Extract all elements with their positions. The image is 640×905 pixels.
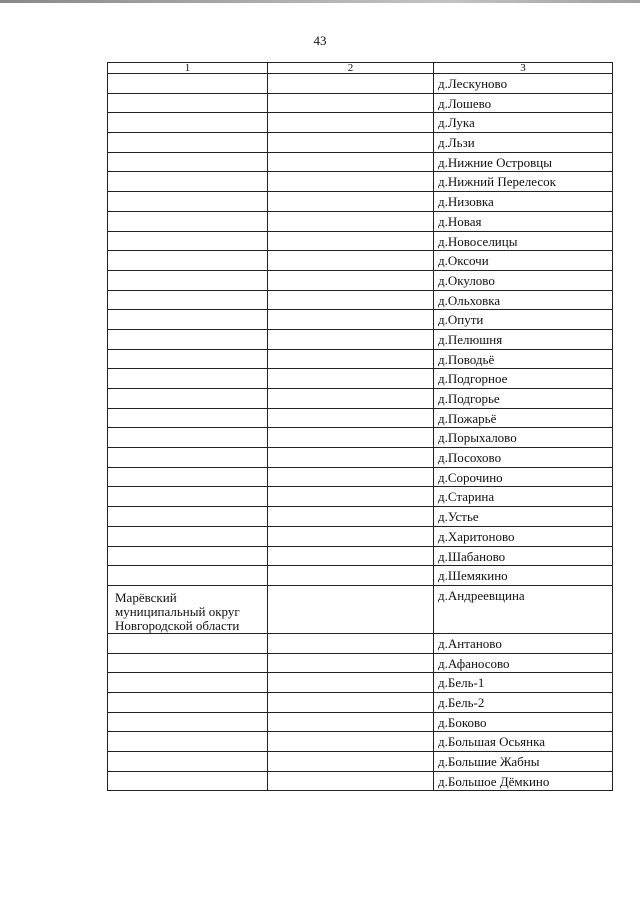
- table-row: [108, 211, 613, 231]
- table-row: [108, 231, 613, 251]
- district-cell: [108, 428, 268, 448]
- code-cell: [268, 585, 434, 633]
- settlement-cell: д.Порыхалово: [434, 428, 613, 448]
- code-cell: [268, 428, 434, 448]
- table-row: [108, 349, 613, 369]
- district-cell: [108, 692, 268, 712]
- page-number: 43: [313, 33, 327, 48]
- settlement-cell: д.Ольховка: [434, 290, 613, 310]
- table-row: [108, 74, 613, 94]
- settlement-cell: д.Пожарьё: [434, 408, 613, 428]
- table-row: [108, 692, 613, 712]
- code-cell: [268, 74, 434, 94]
- table-row: [108, 585, 613, 633]
- table-row: [108, 752, 613, 772]
- district-cell: [108, 113, 268, 133]
- settlement-cell: д.Бель-2: [434, 692, 613, 712]
- code-cell: [268, 692, 434, 712]
- district-cell: [108, 771, 268, 791]
- code-cell: [268, 231, 434, 251]
- code-cell: [268, 566, 434, 586]
- table-row: [108, 428, 613, 448]
- table-row: [108, 310, 613, 330]
- code-cell: [268, 251, 434, 271]
- code-cell: [268, 673, 434, 693]
- district-cell: [108, 467, 268, 487]
- district-cell: [108, 732, 268, 752]
- district-cell: [108, 752, 268, 772]
- table-header-row: [108, 63, 613, 74]
- code-cell: [268, 93, 434, 113]
- district-cell: [108, 633, 268, 653]
- column-header-1: 1: [108, 63, 268, 74]
- district-cell: [108, 93, 268, 113]
- table-row: [108, 251, 613, 271]
- table-row: [108, 290, 613, 310]
- table-row: [108, 712, 613, 732]
- district-cell: [108, 526, 268, 546]
- district-cell: [108, 546, 268, 566]
- settlement-cell: д.Шемякино: [434, 566, 613, 586]
- settlement-cell: д.Льзи: [434, 133, 613, 153]
- district-cell: [108, 349, 268, 369]
- table-row: [108, 467, 613, 487]
- settlement-cell: д.Поводьё: [434, 349, 613, 369]
- table-row: [108, 546, 613, 566]
- district-cell: [108, 566, 268, 586]
- district-cell: [108, 673, 268, 693]
- settlement-cell: д.Харитоново: [434, 526, 613, 546]
- settlement-cell: д.Оксочи: [434, 251, 613, 271]
- table-row: [108, 192, 613, 212]
- district-cell: [108, 310, 268, 330]
- table-row: [108, 448, 613, 468]
- code-cell: [268, 369, 434, 389]
- settlement-cell: д.Большая Осьянка: [434, 732, 613, 752]
- code-cell: [268, 133, 434, 153]
- table-row: [108, 487, 613, 507]
- code-cell: [268, 752, 434, 772]
- settlement-cell: д.Нижние Островцы: [434, 152, 613, 172]
- settlement-cell: д.Лескуново: [434, 74, 613, 94]
- district-cell: Марёвский муниципальный округ Новгородской области: [108, 585, 268, 633]
- code-cell: [268, 192, 434, 212]
- settlement-cell: д.Андреевщина: [434, 585, 613, 633]
- table-row: [108, 93, 613, 113]
- code-cell: [268, 270, 434, 290]
- table-row: [108, 329, 613, 349]
- district-cell: [108, 507, 268, 527]
- district-cell: [108, 192, 268, 212]
- settlement-cell: д.Лука: [434, 113, 613, 133]
- district-cell: [108, 251, 268, 271]
- settlement-cell: д.Нижний Перелесок: [434, 172, 613, 192]
- settlement-cell: д.Боково: [434, 712, 613, 732]
- column-header-2: 2: [268, 63, 434, 74]
- settlement-cell: д.Окулово: [434, 270, 613, 290]
- code-cell: [268, 487, 434, 507]
- table-row: [108, 408, 613, 428]
- table-row: [108, 133, 613, 153]
- district-cell: [108, 329, 268, 349]
- table-row: [108, 653, 613, 673]
- table-row: [108, 526, 613, 546]
- table-row: [108, 172, 613, 192]
- district-cell: [108, 389, 268, 409]
- code-cell: [268, 329, 434, 349]
- settlement-cell: д.Пелюшня: [434, 329, 613, 349]
- settlement-cell: д.Бель-1: [434, 673, 613, 693]
- settlement-cell: д.Опути: [434, 310, 613, 330]
- settlement-cell: д.Подгорное: [434, 369, 613, 389]
- code-cell: [268, 546, 434, 566]
- settlement-cell: д.Посохово: [434, 448, 613, 468]
- column-header-3: 3: [434, 63, 613, 74]
- district-cell: [108, 231, 268, 251]
- settlement-cell: д.Устье: [434, 507, 613, 527]
- code-cell: [268, 732, 434, 752]
- settlement-cell: д.Антаново: [434, 633, 613, 653]
- code-cell: [268, 712, 434, 732]
- code-cell: [268, 771, 434, 791]
- code-cell: [268, 349, 434, 369]
- district-cell: [108, 74, 268, 94]
- district-cell: [108, 211, 268, 231]
- settlement-cell: д.Лошево: [434, 93, 613, 113]
- code-cell: [268, 172, 434, 192]
- code-cell: [268, 290, 434, 310]
- code-cell: [268, 152, 434, 172]
- settlement-cell: д.Подгорье: [434, 389, 613, 409]
- table-row: [108, 673, 613, 693]
- code-cell: [268, 507, 434, 527]
- table-row: [108, 507, 613, 527]
- code-cell: [268, 389, 434, 409]
- settlement-cell: д.Новая: [434, 211, 613, 231]
- table-row: [108, 389, 613, 409]
- settlement-cell: д.Сорочино: [434, 467, 613, 487]
- settlement-cell: д.Шабаново: [434, 546, 613, 566]
- code-cell: [268, 653, 434, 673]
- table-row: [108, 732, 613, 752]
- district-cell: [108, 653, 268, 673]
- code-cell: [268, 211, 434, 231]
- table-row: [108, 270, 613, 290]
- table-row: [108, 152, 613, 172]
- table-row: [108, 369, 613, 389]
- settlement-cell: д.Низовка: [434, 192, 613, 212]
- table-row: [108, 113, 613, 133]
- district-cell: [108, 172, 268, 192]
- settlement-cell: д.Афаносово: [434, 653, 613, 673]
- settlement-cell: д.Старина: [434, 487, 613, 507]
- scan-edge-artifact: [0, 0, 640, 3]
- settlement-cell: д.Большое Дёмкино: [434, 771, 613, 791]
- table-row: [108, 771, 613, 791]
- code-cell: [268, 526, 434, 546]
- table-row: [108, 566, 613, 586]
- settlements-table: [107, 62, 613, 791]
- district-cell: [108, 369, 268, 389]
- settlement-cell: д.Новоселицы: [434, 231, 613, 251]
- code-cell: [268, 408, 434, 428]
- code-cell: [268, 633, 434, 653]
- district-cell: [108, 448, 268, 468]
- district-cell: [108, 133, 268, 153]
- code-cell: [268, 113, 434, 133]
- code-cell: [268, 310, 434, 330]
- table-row: [108, 633, 613, 653]
- district-cell: [108, 487, 268, 507]
- settlement-cell: д.Большие Жабны: [434, 752, 613, 772]
- district-cell: [108, 290, 268, 310]
- district-cell: [108, 408, 268, 428]
- code-cell: [268, 467, 434, 487]
- code-cell: [268, 448, 434, 468]
- district-cell: [108, 152, 268, 172]
- district-cell: [108, 270, 268, 290]
- district-cell: [108, 712, 268, 732]
